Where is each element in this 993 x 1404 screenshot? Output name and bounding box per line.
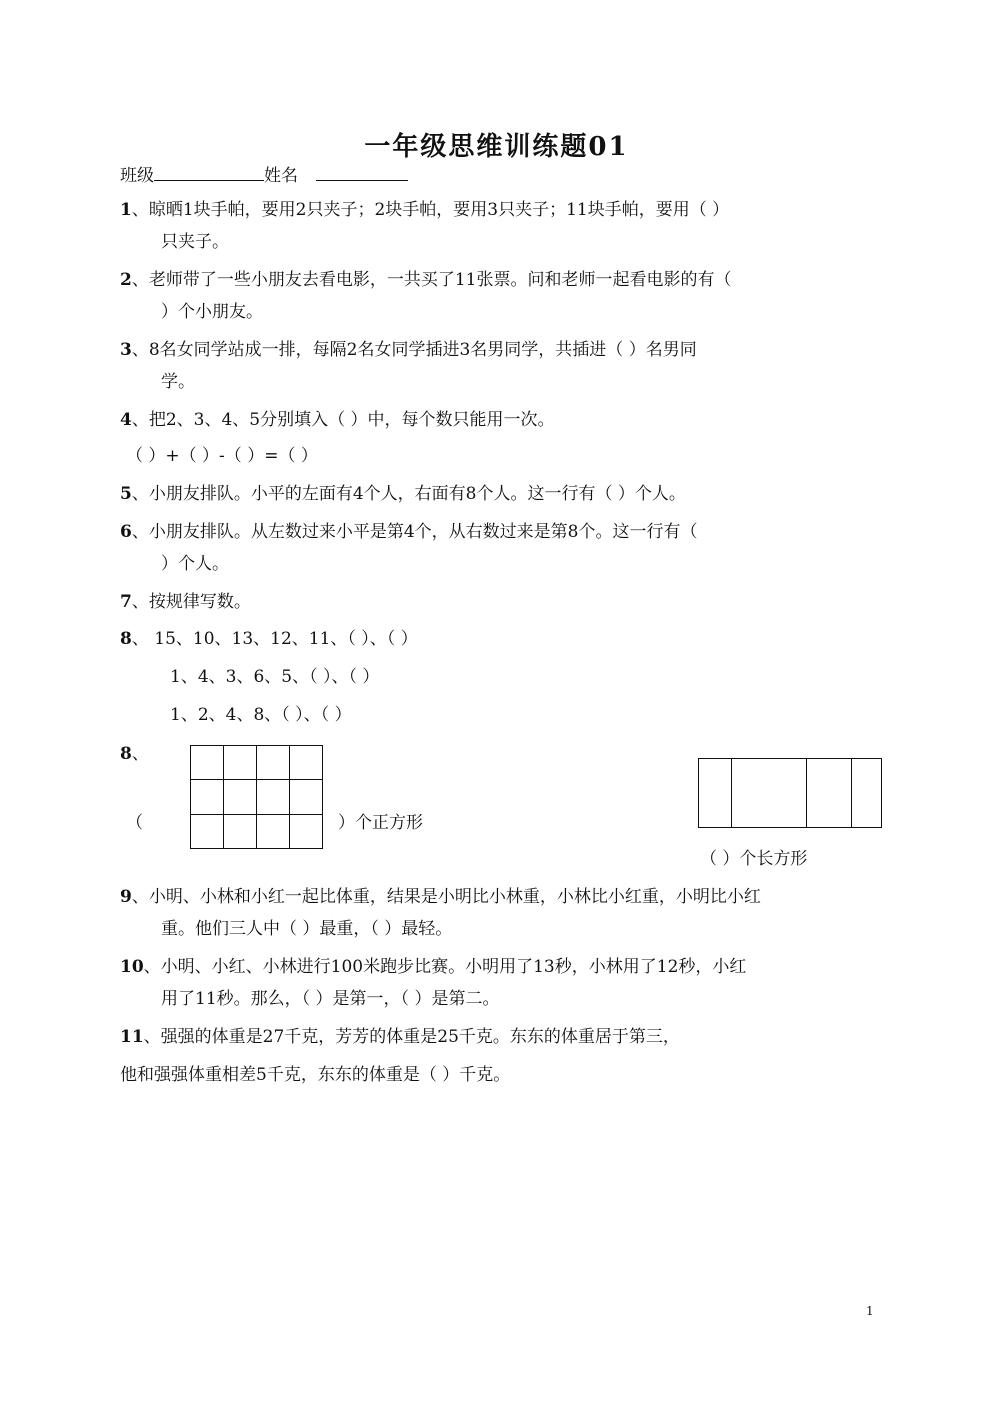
question-2-line-1: 2、老师带了一些小朋友去看电影，一共买了11张票。问和老师一起看电影的有（ — [120, 270, 732, 290]
question-1-line-1: 1、晾晒1块手帕，要用2只夹子；2块手帕，要用3只夹子；11块手帕，要用（ ） — [120, 200, 730, 220]
class-field[interactable] — [154, 162, 264, 181]
rectangle-figure — [698, 758, 882, 828]
question-4-equation: （ ）+（ ）-（ ）=（ ） — [126, 446, 318, 466]
question-4-line-1: 4、把2、3、4、5分别填入（ ）中，每个数只能用一次。 — [120, 410, 555, 430]
class-label: 班级 — [120, 166, 154, 186]
name-field[interactable] — [316, 162, 408, 181]
question-1-line-2: 只夹子。 — [161, 232, 229, 252]
question-10-line-2: 用了11秒。那么，（ ）是第一，（ ）是第二。 — [161, 989, 500, 1009]
question-9-line-2: 重。他们三人中（ ）最重，（ ）最轻。 — [161, 919, 453, 939]
question-8-sequence-2: 1、4、3、6、5、（ ）、（ ） — [170, 667, 380, 687]
squares-left-paren: （ — [126, 813, 143, 833]
page-title: 一年级思维训练题01 — [364, 132, 629, 162]
question-2-line-2: ）个小朋友。 — [161, 302, 263, 322]
square-grid-figure — [190, 745, 323, 849]
question-6-line-1: 6、小朋友排队。从左数过来小平是第4个，从右数过来是第8个。这一行有（ — [120, 522, 698, 542]
page-number: 1 — [866, 1304, 874, 1318]
question-7: 7、按规律写数。 — [120, 592, 251, 612]
squares-answer-text: ）个正方形 — [338, 813, 423, 833]
student-info-line — [120, 162, 408, 188]
question-8-sequence-3: 1、2、4、8、（ ）、（ ） — [170, 705, 352, 725]
question-8b-number: 8、 — [120, 744, 149, 764]
question-3-line-1: 3、8名女同学站成一排，每隔2名女同学插进3名男同学，共插进（ ）名男同 — [120, 340, 697, 360]
name-label: 姓名 — [264, 166, 298, 186]
question-10-line-1: 10、小明、小红、小林进行100米跑步比赛。小明用了13秒，小林用了12秒，小红 — [120, 957, 747, 977]
question-5: 5、小朋友排队。小平的左面有4个人，右面有8个人。这一行有（ ）个人。 — [120, 484, 686, 504]
rectangles-answer-text: （ ）个长方形 — [700, 849, 808, 869]
question-11-line-2: 他和强强体重相差5千克，东东的体重是（ ）千克。 — [120, 1065, 511, 1085]
question-11-line-1: 11、强强的体重是27千克，芳芳的体重是25千克。东东的体重居于第三， — [120, 1027, 680, 1047]
question-8-sequence-1: 8、 15、10、13、12、11、（ ）、（ ） — [120, 629, 418, 649]
question-3-line-2: 学。 — [161, 372, 195, 392]
question-6-line-2: ）个人。 — [161, 554, 229, 574]
question-9-line-1: 9、小明、小林和小红一起比体重，结果是小明比小林重，小林比小红重，小明比小红 — [120, 887, 761, 907]
